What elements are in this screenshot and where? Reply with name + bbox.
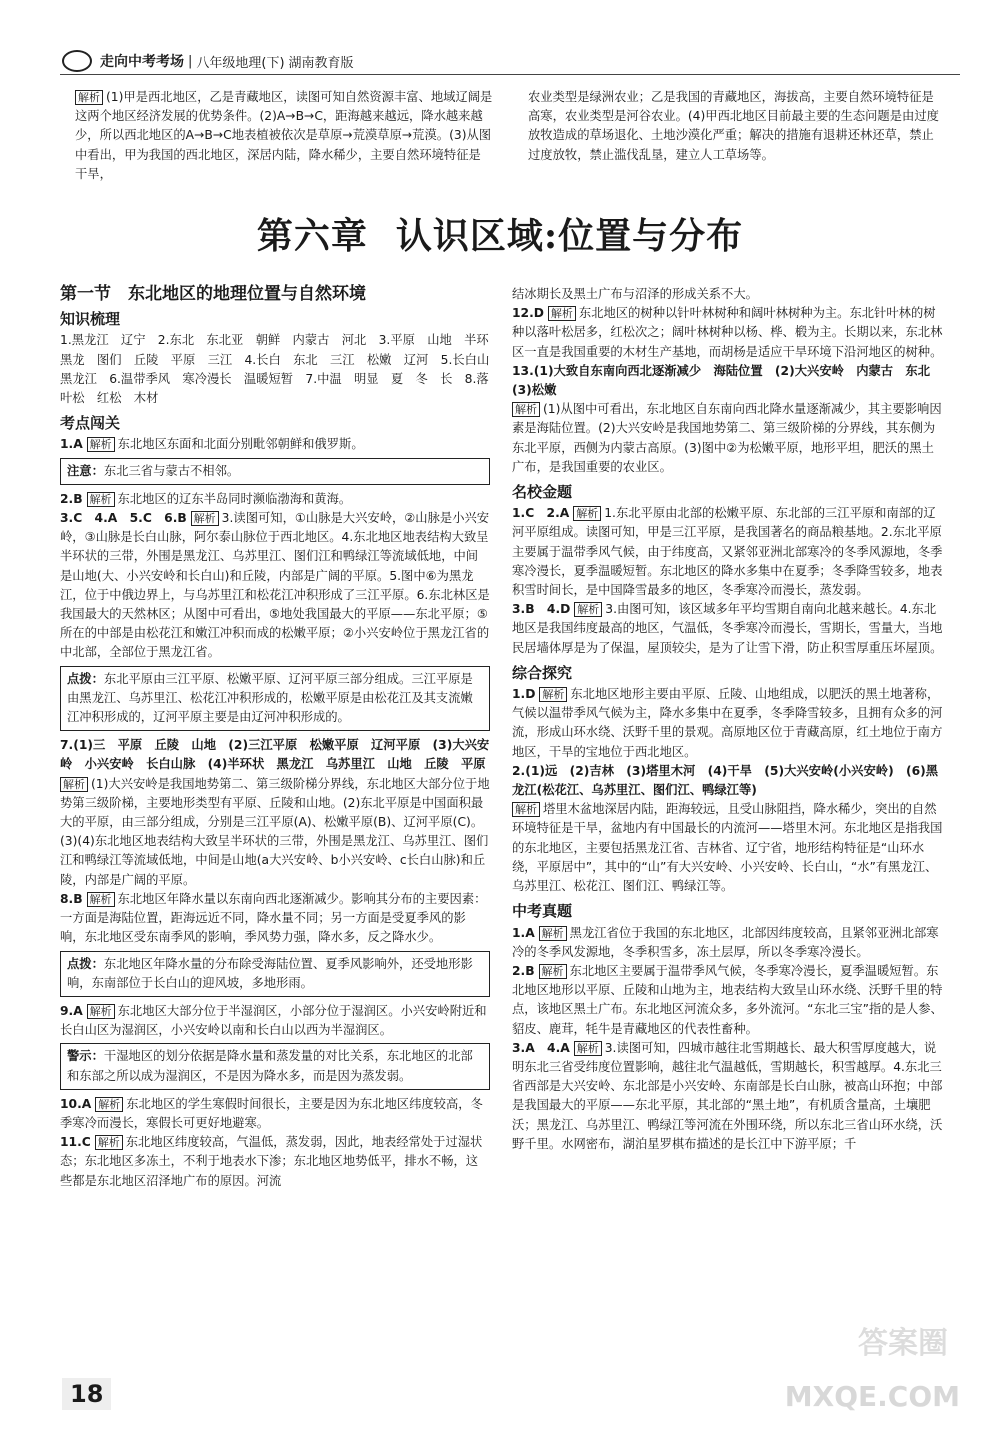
note-4: 警示：干湿地区的划分依据是降水量和蒸发量的对比关系，东北地区的北部和东部之所以成为湿润区，不是因为降水多，而是因为蒸发弱。 [60,1043,490,1089]
answer-12: 12.D 解析 东北地区的树种以针叶林树种和阔叶林树种为主。东北针叶林的树种以落叶松居多，红松次之；阔叶林树种以杨、桦、椴为主。长期以来，东北林区一直是我国重要的木材生产基地，而胡杨是适应干旱环境下沿河地区的树种。 [512,306,943,359]
analysis-13: 解析 (1)从图中可看出，东北地区自东南向西北降水量逐渐减少，其主要影响因素是海陆位置。(2)大兴安岭是我国地势第二、第三级阶梯的分界线，其东侧为东北平原，西侧为内蒙古高原。(3)图中②为松嫩平原，地形平坦，肥沃的黑土广布，是我国重要的农业区。 [512,402,942,474]
left-column [60,284,502,1191]
brand-logo-icon [62,50,92,72]
answer-9: 9.A 解析 东北地区大部分位于半湿润区，小部分位于湿润区。小兴安岭附近和长白山区为湿润区，小兴安岭以南和长白山以西为半湿润区。 [60,1003,487,1038]
section-title: 第一节 东北地区的地理位置与自然环境 [60,284,366,304]
answer-8: 8.B 解析 东北地区年降水量以东南向西北逐渐减少。影响其分布的主要因素：一方面是海陆位置，距海远近不同，降水量不同；另一方面是受夏季风的影响，东北地区受东南季风的影响，季风势力强，降水多，反之降水少。 [60,891,487,945]
answer-3: 3.C 4.A 5.C 6.B 解析 3.读图可知，①山脉是大兴安岭，②山脉是小兴安岭，③山脉是长白山脉，阿尔泰山脉位于西北地区。4.东北地区地表结构大致呈半环状的三带，外围是黑龙江、乌苏里江、图们江和鸭绿江等流域低地，中间是山地(大、小兴安岭和长白山)和丘陵，内部是广阔的平原。5.图中⑥为黑龙江，位于中俄边界上，与乌苏里江和松花江冲积形成了三江平原。6.东北林区是我国最大的天然林区；从图中可看出，⑤地处我国最大的平原——东北平原；⑤所在的中部是由松花江和嫩江冲积而成的松嫩平原；②小兴安岭位于黑龙江省的中北部，全部位于黑龙江省。 [60,511,490,660]
answer-13: 13.(1)大致自东南向西北逐渐减少 海陆位置 (2)大兴安岭 内蒙古 东北 (3)松嫩 [512,363,943,398]
page-number: 18 [62,1378,111,1410]
heading-zhtj: 综合探究 [512,663,573,682]
right-column [512,285,944,1154]
answer-7: 7.(1)三 平原 丘陵 山地 (2)三江平原 松嫩平原 辽河平原 (3)大兴安岭 小兴安岭 长白山脉 (4)半环状 黑龙江 乌苏里江 山地 丘陵 平原 [60,738,490,772]
heading-zsl: 知识梳理 [60,310,121,329]
brand-name: 走向中考考场 [100,54,184,70]
answer-11: 11.C 解析 东北地区纬度较高，气温低，蒸发弱，因此，地表经常处于过湿状态；东北地区多冻土，不利于地表水下渗；东北地区地势低平，排水不畅，这些都是东北地区沼泽地广布的原因。河流 [60,1135,483,1188]
header-divider [60,74,960,75]
note-3: 点拨：东北地区年降水量的分布除受海陆位置、夏季风影响外，还受地形影响，东南部位于长白山的迎风坡，多地形雨。 [60,951,490,997]
zk-answer-3: 3.A 4.A 解析 3.读图可知，四城市越往北雪期越长、最大积雪厚度越大，说明东北三省受纬度位置影响，越往北气温越低，雪期越长，积雪越厚。4.东北三省西部是大兴安岭、东北部是小兴安岭、东南部是长白山脉，被高山环抱；中部是我国最大的平原——东北平原，其北部的“黑土地”，有机质含量高，土壤肥沃；黑龙江、乌苏里江、鸭绿江等河流在外围环绕，所以东北三省山环水绕，沃野千里。水网密布，湖泊星罗棋布描述的是长江中下游平原；千 [512,1040,943,1151]
analysis-7: 解析 (1)大兴安岭是我国地势第二、第三级阶梯分界线，东北地区大部分位于地势第三级阶梯，主要地形类型有平原、丘陵和山地。(2)东北平原是中国面积最大的平原，由三部分组成，分别是三江平原(A)、松嫩平原(B)、辽河平原(C)。(3)(4)东北地区地表结构大致呈半环状的三带，外围是黑龙江、乌苏里江、图们江和鸭绿江等流域低地，中间是山地(a大兴安岭、b小兴安岭、c长白山脉)和丘陵，内部是广阔的平原。 [60,776,490,887]
zsl-text: 1.黑龙江 辽宁 2.东北 东北亚 朝鲜 内蒙古 河北 3.平原 山地 半环 黑龙 图们 丘陵 平原 三江 4.长白 东北 三江 松嫩 辽河 5.长白山 黑龙江 6.温带季风 寒冷漫长 温暖短暂 7.中温 明显 夏 冬 长 8.落叶松 红松 木材 [60,333,502,406]
watermark-stamp: 答案圈 [858,1326,948,1361]
mx-answer-1: 1.C 2.A 解析 1.东北平原由北部的松嫩平原、东北部的三江平原和南部的辽河平原组成。读图可知，甲是三江平原，是我国著名的商品粮基地。2.东北平原主要属于温带季风气候，由于纬度高，又紧邻亚洲北部寒冷的冬季风源地，冬季寒冷漫长，夏季温暖短暂。东北地区的降水多集中在夏季；冬季降雪较多，地表积雪时间长，是中国降雪最多的地区，冬季寒冷而漫长，蒸发弱。 [512,506,943,598]
zh-answer-2: 2.(1)远 (2)吉林 (3)塔里木河 (4)干旱 (5)大兴安岭(小兴安岭) (6)黑龙江(松花江、乌苏里江、图们江、鸭绿江等) [512,763,939,798]
zk-answer-2: 2.B 解析 东北地区主要属于温带季风气候，冬季寒冷漫长，夏季温暖短暂。东北地区地形以平原、丘陵和山地为主，地表结构大致呈山环水绕、沃野千里的特点，该地区黑土广布。东北地区河流众多，多外流河。“东北三宝”指的是人参、貂皮、鹿茸，牦牛是青藏地区的代表性畜种。 [512,963,943,1036]
watermark-url: MXQE.COM [784,1380,960,1413]
answer-2: 2.B 解析 东北地区的辽东半岛同时濒临渤海和黄海。 [60,491,352,506]
book-title: 八年级地理(下) [196,55,285,71]
note-2: 点拨：东北平原由三江平原、松嫩平原、辽河平原三部分组成。三江平原是由黑龙江、乌苏里江、松花江冲积形成的，松嫩平原是由松花江及其支流嫩江冲积形成的，辽河平原主要是由辽河冲积形成的。 [60,666,490,732]
publisher: 湖南教育版 [288,55,354,71]
zh-answer-1: 1.D 解析 东北地区地形主要由平原、丘陵、山地组成，以肥沃的黑土地著称，气候以温带季风气候为主，降水多集中在夏季，冬季降雪较多，且拥有众多的河流，形成山环水绕、沃野千里的景观。高原地区位于青藏高原，红土地位于南方地区，干旱的宝地位于西北地区。 [512,687,943,759]
heading-zkzt: 中考真题 [512,902,573,921]
zk-answer-1: 1.A 解析 黑龙江省位于我国的东北地区，北部因纬度较高，且紧邻亚洲北部寒冷的冬季风发源地，冬季积雪多，冻土层厚，所以冬季寒冷漫长。 [512,925,939,959]
heading-mxjt: 名校金题 [512,483,573,502]
page-header: 走向中考考场 | 八年级地理(下) 湖南教育版 [62,50,354,72]
top-left-answer: 解析 (1)甲是西北地区，乙是青藏地区，读图可知自然资源丰富、地域辽阔是这两个地区经济发展的优势条件。(2)A→B→C，距海越来越远，降水越来越少，所以西北地区的A→B→C地表植被依次是草原→荒漠草原→荒漠。(3)从图中看出，甲为我国的西北地区，深居内陆，降水稀少，主要自然环境特征是干旱， [75,90,493,181]
mx-answer-3: 3.B 4.D 解析 3.由图可知，该区域多年平均雪期自南向北越来越长。4.东北地区是我国纬度最高的地区，气温低，冬季寒冷而漫长，雪期长，雪量大，当地民居墙体厚是为了保温，屋顶较尖，是为了让雪下滑，防止积雪厚重压坏屋顶。 [512,602,943,655]
chapter-title: 第六章 认识区域:位置与分布 [256,215,744,257]
heading-kdcg: 考点闯关 [60,414,121,433]
top-right-answer: 农业类型是绿洲农业；乙是我国的青藏地区，海拔高，主要自然环境特征是高寒，农业类型是河谷农业。(4)甲西北地区目前最主要的生态问题是由过度放牧造成的草场退化、土地沙漠化严重；解决的措施有退耕还林还草，禁止过度放牧，禁止滥伐乱垦，建立人工草场等。 [528,90,939,162]
zh-analysis-2: 解析 塔里木盆地深居内陆，距海较远，且受山脉阻挡，降水稀少，突出的自然环境特征是干旱，盆地内有中国最长的内流河——塔里木河。东北地区是指我国的东北地区，主要包括黑龙江省、吉林省、辽宁省，地形结构特征是“山环水绕，平原居中”，其中的“山”有大兴安岭、小兴安岭、长白山，“水”有黑龙江、乌苏里江、松花江、图们江、鸭绿江等。 [512,802,943,894]
answer-10: 10.A 解析 东北地区的学生寒假时间很长，主要是因为东北地区纬度较高，冬季寒冷而漫长，寒假长可更好地避寒。 [60,1096,483,1130]
answer-1: 1.A 解析 东北地区东面和北面分别毗邻朝鲜和俄罗斯。 [60,437,364,452]
continuation: 结冰期长及黑土广布与沼泽的形成关系不大。 [512,287,758,301]
note-1: 注意：东北三省与蒙古不相邻。 [60,458,490,485]
